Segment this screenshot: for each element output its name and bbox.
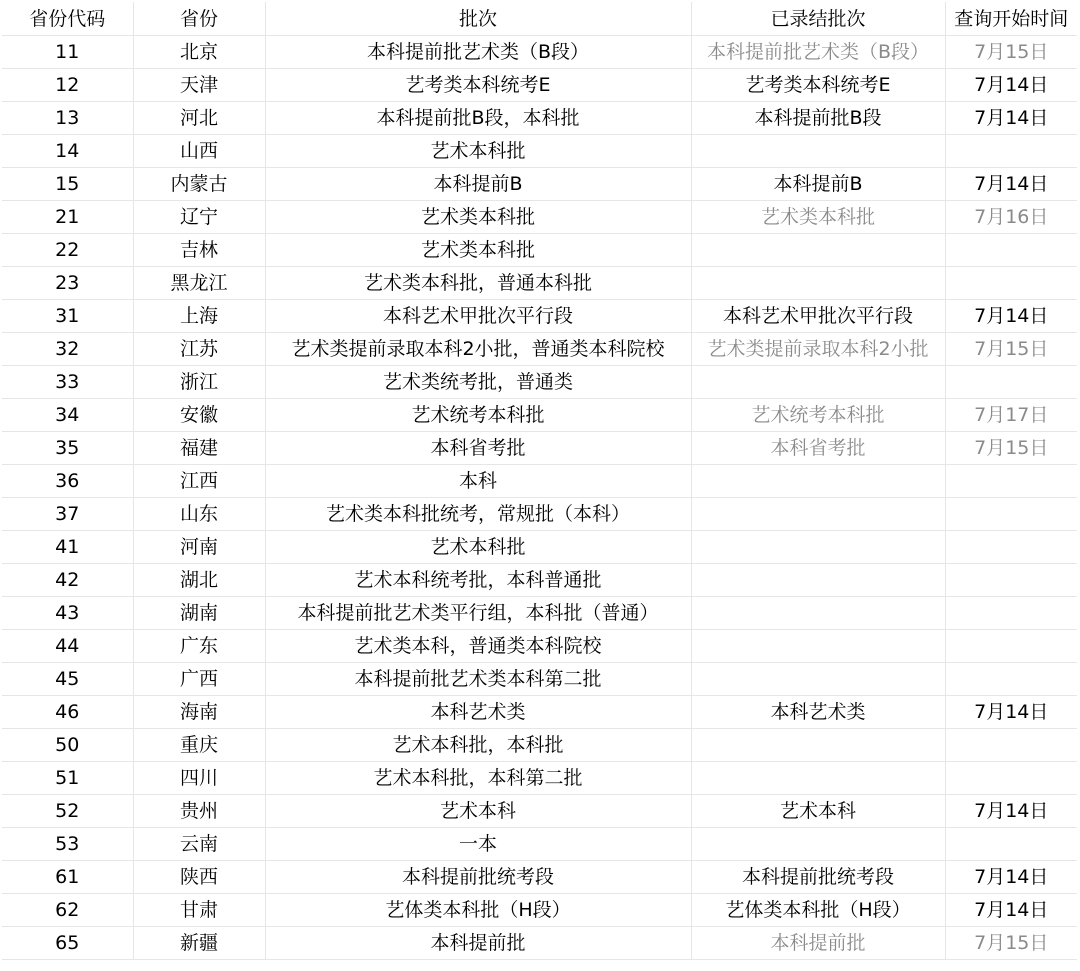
cell-start-date: 7月14日 bbox=[945, 300, 1077, 333]
cell-province-code: 11 bbox=[2, 36, 133, 69]
cell-start-date bbox=[945, 828, 1077, 861]
cell-province: 河北 bbox=[133, 102, 265, 135]
cell-province: 北京 bbox=[133, 36, 265, 69]
cell-batch: 本科提前批统考段 bbox=[265, 861, 691, 894]
cell-done-batch bbox=[691, 366, 945, 399]
table-row bbox=[2, 663, 1077, 696]
province-batch-table bbox=[2, 2, 1077, 960]
cell-province-code: 52 bbox=[2, 795, 133, 828]
cell-batch: 一本 bbox=[265, 828, 691, 861]
cell-province-code: 23 bbox=[2, 267, 133, 300]
cell-province-code: 37 bbox=[2, 498, 133, 531]
cell-province-code: 42 bbox=[2, 564, 133, 597]
table-row bbox=[2, 927, 1077, 960]
cell-province-code: 32 bbox=[2, 333, 133, 366]
cell-province: 福建 bbox=[133, 432, 265, 465]
cell-done-batch: 艺术类本科批 bbox=[691, 201, 945, 234]
cell-province-code: 62 bbox=[2, 894, 133, 927]
cell-start-date bbox=[945, 234, 1077, 267]
cell-start-date bbox=[945, 267, 1077, 300]
cell-done-batch: 本科提前批统考段 bbox=[691, 861, 945, 894]
cell-province: 湖北 bbox=[133, 564, 265, 597]
cell-done-batch: 本科省考批 bbox=[691, 432, 945, 465]
cell-province-code: 50 bbox=[2, 729, 133, 762]
cell-done-batch: 本科提前B bbox=[691, 168, 945, 201]
cell-done-batch: 本科艺术类 bbox=[691, 696, 945, 729]
cell-province: 江苏 bbox=[133, 333, 265, 366]
cell-province: 河南 bbox=[133, 531, 265, 564]
cell-province-code: 46 bbox=[2, 696, 133, 729]
table-row bbox=[2, 630, 1077, 663]
cell-batch: 艺术类提前录取本科2小批，普通类本科院校 bbox=[265, 333, 691, 366]
cell-start-date: 7月15日 bbox=[945, 333, 1077, 366]
cell-batch: 艺术类本科批，普通本科批 bbox=[265, 267, 691, 300]
cell-done-batch bbox=[691, 597, 945, 630]
cell-done-batch: 本科提前批 bbox=[691, 927, 945, 960]
cell-done-batch bbox=[691, 465, 945, 498]
table-row bbox=[2, 333, 1077, 366]
table-row bbox=[2, 729, 1077, 762]
cell-province-code: 14 bbox=[2, 135, 133, 168]
cell-province-code: 41 bbox=[2, 531, 133, 564]
cell-batch: 本科 bbox=[265, 465, 691, 498]
cell-start-date bbox=[945, 597, 1077, 630]
table-row bbox=[2, 828, 1077, 861]
table-row bbox=[2, 366, 1077, 399]
cell-start-date: 7月14日 bbox=[945, 168, 1077, 201]
cell-batch: 本科提前批艺术类本科第二批 bbox=[265, 663, 691, 696]
header-done-batch: 已录结批次 bbox=[691, 2, 945, 36]
table-row bbox=[2, 597, 1077, 630]
cell-batch: 本科提前批艺术类平行组，本科批（普通） bbox=[265, 597, 691, 630]
cell-start-date: 7月17日 bbox=[945, 399, 1077, 432]
cell-done-batch: 本科提前批B段 bbox=[691, 102, 945, 135]
cell-province-code: 43 bbox=[2, 597, 133, 630]
table-row bbox=[2, 135, 1077, 168]
cell-province-code: 65 bbox=[2, 927, 133, 960]
cell-start-date: 7月15日 bbox=[945, 432, 1077, 465]
cell-batch: 艺术统考本科批 bbox=[265, 399, 691, 432]
cell-start-date bbox=[945, 135, 1077, 168]
table-row bbox=[2, 399, 1077, 432]
cell-province-code: 13 bbox=[2, 102, 133, 135]
cell-province-code: 31 bbox=[2, 300, 133, 333]
cell-batch: 本科提前批 bbox=[265, 927, 691, 960]
cell-done-batch bbox=[691, 630, 945, 663]
cell-batch: 艺术本科 bbox=[265, 795, 691, 828]
cell-batch: 本科提前批艺术类（B段） bbox=[265, 36, 691, 69]
cell-start-date: 7月14日 bbox=[945, 894, 1077, 927]
cell-done-batch bbox=[691, 729, 945, 762]
cell-start-date: 7月14日 bbox=[945, 795, 1077, 828]
cell-batch: 艺术类本科批 bbox=[265, 234, 691, 267]
cell-province-code: 36 bbox=[2, 465, 133, 498]
cell-province: 内蒙古 bbox=[133, 168, 265, 201]
cell-province: 新疆 bbox=[133, 927, 265, 960]
table-row bbox=[2, 498, 1077, 531]
cell-batch: 艺术类本科批统考，常规批（本科） bbox=[265, 498, 691, 531]
cell-start-date bbox=[945, 366, 1077, 399]
cell-batch: 艺术类本科，普通类本科院校 bbox=[265, 630, 691, 663]
cell-province-code: 22 bbox=[2, 234, 133, 267]
cell-province-code: 15 bbox=[2, 168, 133, 201]
cell-province-code: 12 bbox=[2, 69, 133, 102]
header-code: 省份代码 bbox=[2, 2, 133, 36]
cell-province-code: 35 bbox=[2, 432, 133, 465]
cell-province: 江西 bbox=[133, 465, 265, 498]
cell-done-batch: 艺体类本科批（H段） bbox=[691, 894, 945, 927]
cell-batch: 本科提前B bbox=[265, 168, 691, 201]
table-row bbox=[2, 696, 1077, 729]
table-row bbox=[2, 300, 1077, 333]
cell-province: 辽宁 bbox=[133, 201, 265, 234]
cell-province: 甘肃 bbox=[133, 894, 265, 927]
cell-start-date bbox=[945, 762, 1077, 795]
table-body bbox=[2, 36, 1077, 960]
table-row bbox=[2, 795, 1077, 828]
cell-batch: 本科艺术类 bbox=[265, 696, 691, 729]
cell-done-batch bbox=[691, 828, 945, 861]
cell-province-code: 44 bbox=[2, 630, 133, 663]
cell-batch: 艺术本科批 bbox=[265, 531, 691, 564]
cell-start-date bbox=[945, 498, 1077, 531]
cell-done-batch bbox=[691, 531, 945, 564]
cell-province-code: 51 bbox=[2, 762, 133, 795]
cell-start-date: 7月14日 bbox=[945, 102, 1077, 135]
cell-province-code: 53 bbox=[2, 828, 133, 861]
cell-done-batch: 艺考类本科统考E bbox=[691, 69, 945, 102]
header-row bbox=[2, 2, 1077, 36]
cell-done-batch: 本科艺术甲批次平行段 bbox=[691, 300, 945, 333]
cell-done-batch: 艺术类提前录取本科2小批 bbox=[691, 333, 945, 366]
cell-province: 上海 bbox=[133, 300, 265, 333]
cell-province: 湖南 bbox=[133, 597, 265, 630]
table-row bbox=[2, 69, 1077, 102]
cell-done-batch bbox=[691, 564, 945, 597]
header-province: 省份 bbox=[133, 2, 265, 36]
cell-done-batch: 艺术统考本科批 bbox=[691, 399, 945, 432]
table-row bbox=[2, 861, 1077, 894]
cell-batch: 艺术本科批，本科第二批 bbox=[265, 762, 691, 795]
table-row bbox=[2, 267, 1077, 300]
cell-batch: 本科艺术甲批次平行段 bbox=[265, 300, 691, 333]
cell-province: 海南 bbox=[133, 696, 265, 729]
table-row bbox=[2, 465, 1077, 498]
cell-province-code: 34 bbox=[2, 399, 133, 432]
table-row bbox=[2, 531, 1077, 564]
cell-batch: 艺术本科批 bbox=[265, 135, 691, 168]
cell-start-date: 7月14日 bbox=[945, 696, 1077, 729]
cell-start-date bbox=[945, 564, 1077, 597]
cell-batch: 艺术本科统考批，本科普通批 bbox=[265, 564, 691, 597]
cell-start-date bbox=[945, 630, 1077, 663]
cell-batch: 艺术类本科批 bbox=[265, 201, 691, 234]
cell-done-batch bbox=[691, 762, 945, 795]
cell-province: 吉林 bbox=[133, 234, 265, 267]
cell-batch: 本科提前批B段，本科批 bbox=[265, 102, 691, 135]
cell-done-batch bbox=[691, 234, 945, 267]
cell-province: 山西 bbox=[133, 135, 265, 168]
cell-start-date: 7月15日 bbox=[945, 927, 1077, 960]
cell-done-batch bbox=[691, 663, 945, 696]
cell-province-code: 33 bbox=[2, 366, 133, 399]
cell-done-batch bbox=[691, 498, 945, 531]
cell-province: 安徽 bbox=[133, 399, 265, 432]
cell-batch: 艺考类本科统考E bbox=[265, 69, 691, 102]
table-row bbox=[2, 102, 1077, 135]
table-row bbox=[2, 894, 1077, 927]
cell-province: 贵州 bbox=[133, 795, 265, 828]
cell-province: 山东 bbox=[133, 498, 265, 531]
cell-province: 广西 bbox=[133, 663, 265, 696]
header-batch: 批次 bbox=[265, 2, 691, 36]
table-row bbox=[2, 762, 1077, 795]
cell-start-date: 7月16日 bbox=[945, 201, 1077, 234]
header-start-date: 查询开始时间 bbox=[945, 2, 1077, 36]
cell-done-batch bbox=[691, 135, 945, 168]
cell-province-code: 61 bbox=[2, 861, 133, 894]
cell-province: 四川 bbox=[133, 762, 265, 795]
cell-province: 广东 bbox=[133, 630, 265, 663]
cell-province: 重庆 bbox=[133, 729, 265, 762]
cell-start-date bbox=[945, 729, 1077, 762]
cell-province: 天津 bbox=[133, 69, 265, 102]
cell-done-batch: 艺术本科 bbox=[691, 795, 945, 828]
cell-done-batch bbox=[691, 267, 945, 300]
cell-batch: 艺体类本科批（H段） bbox=[265, 894, 691, 927]
cell-province: 黑龙江 bbox=[133, 267, 265, 300]
cell-start-date bbox=[945, 465, 1077, 498]
cell-start-date: 7月14日 bbox=[945, 861, 1077, 894]
cell-done-batch: 本科提前批艺术类（B段） bbox=[691, 36, 945, 69]
cell-province: 云南 bbox=[133, 828, 265, 861]
cell-start-date bbox=[945, 663, 1077, 696]
cell-batch: 本科省考批 bbox=[265, 432, 691, 465]
cell-province-code: 45 bbox=[2, 663, 133, 696]
table-row bbox=[2, 168, 1077, 201]
table-row bbox=[2, 564, 1077, 597]
table-row bbox=[2, 432, 1077, 465]
cell-batch: 艺术类统考批，普通类 bbox=[265, 366, 691, 399]
cell-province: 浙江 bbox=[133, 366, 265, 399]
table-row bbox=[2, 36, 1077, 69]
cell-province: 陕西 bbox=[133, 861, 265, 894]
cell-start-date bbox=[945, 531, 1077, 564]
table-row bbox=[2, 201, 1077, 234]
table-row bbox=[2, 234, 1077, 267]
cell-batch: 艺术本科批，本科批 bbox=[265, 729, 691, 762]
cell-start-date: 7月15日 bbox=[945, 36, 1077, 69]
cell-start-date: 7月14日 bbox=[945, 69, 1077, 102]
cell-province-code: 21 bbox=[2, 201, 133, 234]
